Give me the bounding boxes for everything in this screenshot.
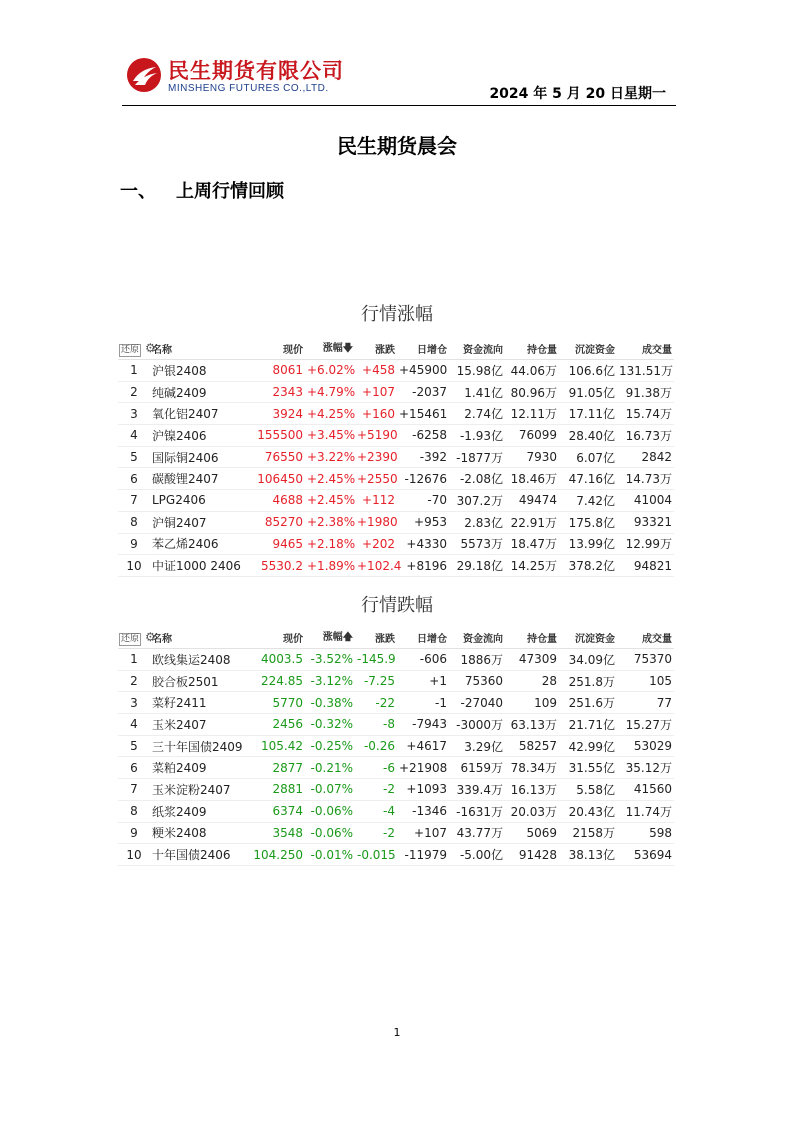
cell-volume: 15.74万: [617, 403, 674, 425]
cell-oi-change: -1: [397, 692, 449, 714]
cell-price: 2877: [250, 757, 305, 779]
column-header-open-interest[interactable]: [505, 338, 559, 360]
cell-rank: 7: [118, 779, 150, 801]
cell-change-pct: +4.25%: [305, 403, 355, 425]
restore-button[interactable]: 还原: [121, 344, 140, 355]
cell-sediment: 91.05亿: [559, 381, 617, 403]
cell-volume: 598: [617, 822, 674, 844]
cell-change-pct: -0.06%: [305, 800, 355, 822]
cell-fund-flow: 29.18亿: [449, 555, 505, 577]
column-header-sediment[interactable]: [559, 627, 617, 649]
cell-price: 76550: [250, 446, 305, 468]
cell-open-interest: 44.06万: [505, 360, 559, 382]
cell-name: 纯碱2409: [150, 381, 250, 403]
cell-oi-change: -70: [397, 490, 449, 512]
cell-sediment: 106.6亿: [559, 360, 617, 382]
cell-rank: 9: [118, 822, 150, 844]
cell-sediment: 42.99亿: [559, 735, 617, 757]
page-header: [122, 55, 676, 106]
cell-price: 2343: [250, 381, 305, 403]
cell-fund-flow: 6159万: [449, 757, 505, 779]
cell-change: -145.9: [355, 649, 397, 671]
cell-open-interest: 80.96万: [505, 381, 559, 403]
cell-change: -0.26: [355, 735, 397, 757]
company-logo-icon: [126, 57, 162, 93]
cell-oi-change: +953: [397, 511, 449, 533]
cell-price: 155500: [250, 425, 305, 447]
table-row[interactable]: [118, 468, 674, 490]
cell-volume: 16.73万: [617, 425, 674, 447]
cell-change-pct: -3.12%: [305, 670, 355, 692]
cell-name: 国际铜2406: [150, 446, 250, 468]
column-header-sediment[interactable]: [559, 338, 617, 360]
cell-open-interest: 14.25万: [505, 555, 559, 577]
cell-oi-change: -2037: [397, 381, 449, 403]
cell-name: LPG2406: [150, 490, 250, 512]
table-row[interactable]: [118, 381, 674, 403]
cell-sediment: 251.8万: [559, 670, 617, 692]
cell-volume: 15.27万: [617, 714, 674, 736]
cell-price: 8061: [250, 360, 305, 382]
cell-sediment: 13.99亿: [559, 533, 617, 555]
cell-change-pct: -0.01%: [305, 844, 355, 866]
column-header-label: 涨跌: [375, 345, 395, 356]
cell-fund-flow: 15.98亿: [449, 360, 505, 382]
document-title: 民生期货晨会: [337, 134, 457, 158]
cell-fund-flow: 1.41亿: [449, 381, 505, 403]
column-header-fund-flow[interactable]: [449, 338, 505, 360]
table-row[interactable]: [118, 670, 674, 692]
cell-sediment: 28.40亿: [559, 425, 617, 447]
table-row[interactable]: [118, 779, 674, 801]
cell-rank: 2: [118, 670, 150, 692]
table-row[interactable]: [118, 425, 674, 447]
cell-oi-change: -12676: [397, 468, 449, 490]
cell-volume: 14.73万: [617, 468, 674, 490]
column-header-label: 沉淀资金: [575, 634, 615, 645]
cell-open-interest: 7930: [505, 446, 559, 468]
cell-open-interest: 49474: [505, 490, 559, 512]
column-header-label: 现价: [283, 345, 303, 356]
cell-fund-flow: -3000万: [449, 714, 505, 736]
cell-rank: 4: [118, 425, 150, 447]
cell-oi-change: -1346: [397, 800, 449, 822]
cell-fund-flow: 339.4万: [449, 779, 505, 801]
company-name-en: MINSHENG FUTURES CO.,LTD.: [168, 83, 329, 94]
cell-volume: 75370: [617, 649, 674, 671]
cell-sediment: 6.07亿: [559, 446, 617, 468]
cell-change-pct: +2.45%: [305, 468, 355, 490]
table-row[interactable]: [118, 555, 674, 577]
cell-rank: 1: [118, 360, 150, 382]
column-header-change-pct[interactable]: [305, 627, 355, 649]
cell-fund-flow: 2.74亿: [449, 403, 505, 425]
cell-oi-change: -7943: [397, 714, 449, 736]
column-header-label: 日增仓: [417, 345, 447, 356]
cell-fund-flow: 75360: [449, 670, 505, 692]
cell-sediment: 38.13亿: [559, 844, 617, 866]
cell-change: +112: [355, 490, 397, 512]
cell-fund-flow: -2.08亿: [449, 468, 505, 490]
cell-fund-flow: -1.93亿: [449, 425, 505, 447]
cell-oi-change: +21908: [397, 757, 449, 779]
cell-volume: 53029: [617, 735, 674, 757]
cell-change: +2390: [355, 446, 397, 468]
cell-fund-flow: -1877万: [449, 446, 505, 468]
column-header-fund-flow[interactable]: [449, 627, 505, 649]
cell-volume: 41560: [617, 779, 674, 801]
cell-sediment: 17.11亿: [559, 403, 617, 425]
table-header-row: [118, 627, 674, 649]
cell-open-interest: 28: [505, 670, 559, 692]
cell-price: 106450: [250, 468, 305, 490]
cell-fund-flow: -27040: [449, 692, 505, 714]
cell-change-pct: -0.32%: [305, 714, 355, 736]
cell-rank: 10: [118, 555, 150, 577]
column-header-label: 名称: [152, 634, 172, 645]
cell-sediment: 31.55亿: [559, 757, 617, 779]
column-header-price[interactable]: [250, 627, 305, 649]
cell-oi-change: -606: [397, 649, 449, 671]
cell-rank: 7: [118, 490, 150, 512]
cell-price: 5530.2: [250, 555, 305, 577]
column-header-open-interest[interactable]: [505, 627, 559, 649]
cell-oi-change: +4330: [397, 533, 449, 555]
cell-fund-flow: -5.00亿: [449, 844, 505, 866]
restore-button[interactable]: 还原: [121, 633, 140, 644]
losers-table: [118, 627, 674, 866]
cell-change: -0.015: [355, 844, 397, 866]
cell-rank: 5: [118, 446, 150, 468]
cell-open-interest: 109: [505, 692, 559, 714]
cell-price: 3924: [250, 403, 305, 425]
column-header-oi-change[interactable]: [397, 338, 449, 360]
cell-open-interest: 12.11万: [505, 403, 559, 425]
cell-oi-change: +4617: [397, 735, 449, 757]
cell-change: +458: [355, 360, 397, 382]
cell-rank: 1: [118, 649, 150, 671]
cell-oi-change: +45900: [397, 360, 449, 382]
cell-price: 85270: [250, 511, 305, 533]
cell-name: 三十年国债2409: [150, 735, 250, 757]
cell-name: 胶合板2501: [150, 670, 250, 692]
cell-name: 欧线集运2408: [150, 649, 250, 671]
cell-name: 十年国债2406: [150, 844, 250, 866]
cell-oi-change: +1: [397, 670, 449, 692]
column-header-label: 沉淀资金: [575, 345, 615, 356]
cell-change: +107: [355, 381, 397, 403]
sort-arrow-icon: 🡇: [342, 343, 353, 354]
column-header-label: 涨幅: [322, 343, 343, 354]
cell-name: 菜籽2411: [150, 692, 250, 714]
table-row[interactable]: [118, 360, 674, 382]
table-row[interactable]: [118, 757, 674, 779]
cell-sediment: 20.43亿: [559, 800, 617, 822]
cell-change: -7.25: [355, 670, 397, 692]
cell-change-pct: +4.79%: [305, 381, 355, 403]
cell-sediment: 2158万: [559, 822, 617, 844]
section-title: 上周行情回顾: [176, 181, 284, 202]
header-restore: [118, 338, 156, 360]
cell-open-interest: 58257: [505, 735, 559, 757]
cell-change-pct: -3.52%: [305, 649, 355, 671]
gainers-table-title: 行情涨幅: [361, 304, 433, 325]
cell-volume: 131.51万: [617, 360, 674, 382]
column-header-label: 持仓量: [527, 345, 557, 356]
column-header-label: 成交量: [642, 345, 672, 356]
cell-fund-flow: 2.83亿: [449, 511, 505, 533]
cell-fund-flow: 307.2万: [449, 490, 505, 512]
table-row[interactable]: [118, 822, 674, 844]
header-date: 2024 年 5 月 20 日星期一: [489, 86, 666, 102]
cell-price: 4688: [250, 490, 305, 512]
cell-price: 6374: [250, 800, 305, 822]
cell-volume: 11.74万: [617, 800, 674, 822]
cell-change: -2: [355, 822, 397, 844]
cell-name: 沪银2408: [150, 360, 250, 382]
column-header-label: 名称: [152, 345, 172, 356]
section-number: 一、: [120, 181, 156, 202]
cell-change-pct: +2.38%: [305, 511, 355, 533]
cell-rank: 6: [118, 468, 150, 490]
cell-volume: 53694: [617, 844, 674, 866]
cell-sediment: 251.6万: [559, 692, 617, 714]
cell-change: -4: [355, 800, 397, 822]
cell-rank: 4: [118, 714, 150, 736]
table-row[interactable]: [118, 533, 674, 555]
cell-price: 5770: [250, 692, 305, 714]
cell-open-interest: 91428: [505, 844, 559, 866]
cell-name: 玉米2407: [150, 714, 250, 736]
column-header-label: 现价: [283, 634, 303, 645]
cell-volume: 93321: [617, 511, 674, 533]
cell-open-interest: 20.03万: [505, 800, 559, 822]
cell-change-pct: +3.45%: [305, 425, 355, 447]
company-name-cn: 民生期货有限公司: [168, 59, 344, 83]
cell-rank: 10: [118, 844, 150, 866]
cell-name: 苯乙烯2406: [150, 533, 250, 555]
table-row[interactable]: [118, 844, 674, 866]
column-header-label: 涨幅: [322, 632, 343, 643]
cell-price: 3548: [250, 822, 305, 844]
cell-name: 氧化铝2407: [150, 403, 250, 425]
settings-gear-icon[interactable]: ⚙: [145, 629, 156, 644]
cell-oi-change: +15461: [397, 403, 449, 425]
cell-change: -2: [355, 779, 397, 801]
cell-fund-flow: 1886万: [449, 649, 505, 671]
cell-sediment: 34.09亿: [559, 649, 617, 671]
cell-price: 2881: [250, 779, 305, 801]
cell-price: 9465: [250, 533, 305, 555]
table-row[interactable]: [118, 800, 674, 822]
cell-volume: 2842: [617, 446, 674, 468]
cell-price: 105.42: [250, 735, 305, 757]
table-row[interactable]: [118, 446, 674, 468]
cell-rank: 6: [118, 757, 150, 779]
cell-open-interest: 16.13万: [505, 779, 559, 801]
cell-name: 菜粕2409: [150, 757, 250, 779]
cell-oi-change: -6258: [397, 425, 449, 447]
cell-fund-flow: -1631万: [449, 800, 505, 822]
cell-sediment: 21.71亿: [559, 714, 617, 736]
cell-open-interest: 18.46万: [505, 468, 559, 490]
table-row[interactable]: [118, 735, 674, 757]
cell-sediment: 47.16亿: [559, 468, 617, 490]
cell-change: -22: [355, 692, 397, 714]
cell-name: 碳酸锂2407: [150, 468, 250, 490]
cell-change: +2550: [355, 468, 397, 490]
cell-change: +5190: [355, 425, 397, 447]
cell-open-interest: 63.13万: [505, 714, 559, 736]
cell-volume: 77: [617, 692, 674, 714]
header-restore: [118, 627, 156, 649]
cell-sediment: 378.2亿: [559, 555, 617, 577]
cell-name: 沪镍2406: [150, 425, 250, 447]
cell-name: 沪铜2407: [150, 511, 250, 533]
cell-oi-change: +1093: [397, 779, 449, 801]
cell-open-interest: 5069: [505, 822, 559, 844]
losers-table-title: 行情跌幅: [361, 595, 433, 616]
column-header-oi-change[interactable]: [397, 627, 449, 649]
cell-price: 224.85: [250, 670, 305, 692]
cell-rank: 5: [118, 735, 150, 757]
column-header-change-pct[interactable]: [305, 338, 355, 360]
cell-change: +102.4: [355, 555, 397, 577]
cell-volume: 91.38万: [617, 381, 674, 403]
column-header-volume[interactable]: [617, 338, 674, 360]
cell-sediment: 175.8亿: [559, 511, 617, 533]
cell-price: 2456: [250, 714, 305, 736]
cell-fund-flow: 5573万: [449, 533, 505, 555]
column-header-name[interactable]: [150, 338, 250, 360]
cell-price: 4003.5: [250, 649, 305, 671]
cell-oi-change: -11979: [397, 844, 449, 866]
cell-change-pct: +2.45%: [305, 490, 355, 512]
cell-name: 中证1000 2406: [150, 555, 250, 577]
column-header-label: 成交量: [642, 634, 672, 645]
cell-rank: 8: [118, 800, 150, 822]
cell-change-pct: -0.07%: [305, 779, 355, 801]
cell-change: -8: [355, 714, 397, 736]
column-header-label: 资金流向: [463, 345, 503, 356]
cell-fund-flow: 43.77万: [449, 822, 505, 844]
cell-change: +202: [355, 533, 397, 555]
table-row[interactable]: [118, 511, 674, 533]
table-row[interactable]: [118, 649, 674, 671]
cell-open-interest: 22.91万: [505, 511, 559, 533]
cell-change: +160: [355, 403, 397, 425]
column-header-change[interactable]: [355, 338, 397, 360]
cell-rank: 3: [118, 692, 150, 714]
cell-price: 104.250: [250, 844, 305, 866]
table-header-row: [118, 338, 674, 360]
cell-sediment: 5.58亿: [559, 779, 617, 801]
cell-name: 玉米淀粉2407: [150, 779, 250, 801]
cell-name: 纸浆2409: [150, 800, 250, 822]
column-header-price[interactable]: [250, 338, 305, 360]
cell-rank: 9: [118, 533, 150, 555]
cell-name: 粳米2408: [150, 822, 250, 844]
column-header-change[interactable]: [355, 627, 397, 649]
cell-rank: 2: [118, 381, 150, 403]
cell-change-pct: -0.21%: [305, 757, 355, 779]
cell-oi-change: +8196: [397, 555, 449, 577]
cell-fund-flow: 3.29亿: [449, 735, 505, 757]
cell-volume: 41004: [617, 490, 674, 512]
cell-open-interest: 78.34万: [505, 757, 559, 779]
cell-volume: 94821: [617, 555, 674, 577]
settings-gear-icon[interactable]: ⚙: [145, 340, 156, 355]
cell-change: +1980: [355, 511, 397, 533]
cell-open-interest: 18.47万: [505, 533, 559, 555]
table-row[interactable]: [118, 490, 674, 512]
cell-change-pct: +1.89%: [305, 555, 355, 577]
cell-change-pct: -0.06%: [305, 822, 355, 844]
column-header-label: 资金流向: [463, 634, 503, 645]
cell-volume: 105: [617, 670, 674, 692]
cell-volume: 12.99万: [617, 533, 674, 555]
gainers-table: [118, 338, 674, 577]
table-row[interactable]: [118, 403, 674, 425]
cell-change-pct: +3.22%: [305, 446, 355, 468]
sort-arrow-icon: 🡅: [342, 632, 353, 643]
cell-volume: 35.12万: [617, 757, 674, 779]
column-header-label: 涨跌: [375, 634, 395, 645]
cell-sediment: 7.42亿: [559, 490, 617, 512]
column-header-label: 日增仓: [417, 634, 447, 645]
cell-oi-change: +107: [397, 822, 449, 844]
column-header-name[interactable]: [150, 627, 250, 649]
table-row[interactable]: [118, 714, 674, 736]
column-header-volume[interactable]: [617, 627, 674, 649]
cell-oi-change: -392: [397, 446, 449, 468]
column-header-label: 持仓量: [527, 634, 557, 645]
cell-rank: 8: [118, 511, 150, 533]
cell-change-pct: -0.38%: [305, 692, 355, 714]
cell-open-interest: 76099: [505, 425, 559, 447]
cell-change-pct: +2.18%: [305, 533, 355, 555]
cell-change-pct: +6.02%: [305, 360, 355, 382]
cell-rank: 3: [118, 403, 150, 425]
cell-change-pct: -0.25%: [305, 735, 355, 757]
cell-change: -6: [355, 757, 397, 779]
cell-open-interest: 47309: [505, 649, 559, 671]
table-row[interactable]: [118, 692, 674, 714]
page-number: 1: [393, 1026, 401, 1039]
